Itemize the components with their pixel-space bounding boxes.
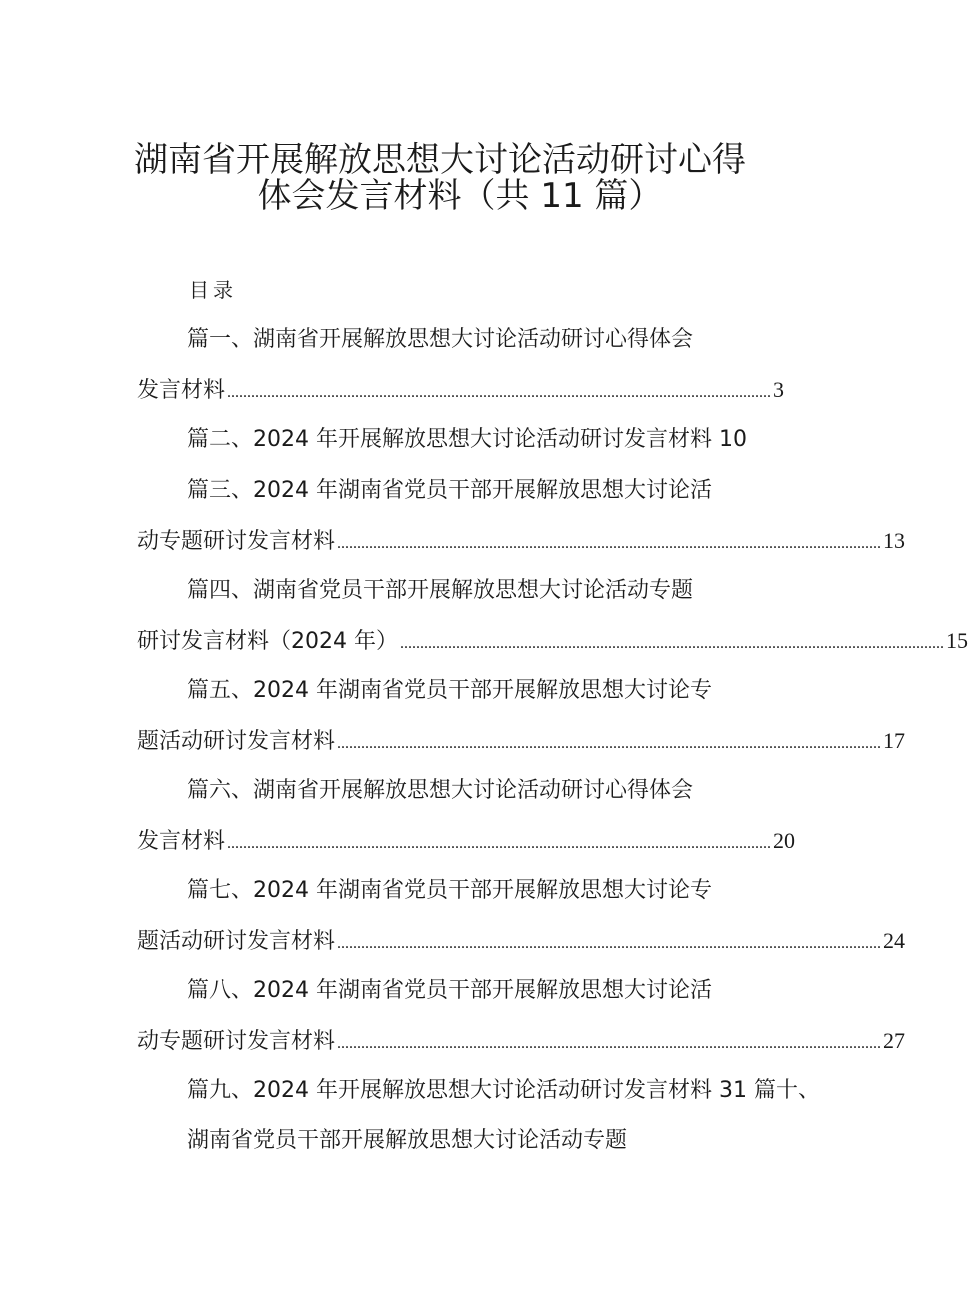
toc-entry-9: 篇九、2024 年开展解放思想大讨论活动研讨发言材料 31 篇十、 (187, 1078, 820, 1103)
toc-entry-1-page: 3 (773, 377, 785, 402)
toc-entry-6-text: 发言材料 (137, 829, 226, 854)
toc-leader-dots: ........................................................................................................................................ (337, 735, 882, 752)
toc-leader-dots: ........................................................................................................................................ (337, 1035, 882, 1052)
toc-entry-3-line-1: 篇三、2024 年湖南省党员干部开展解放思想大讨论活 (187, 478, 712, 503)
toc-leader-dots: ........................................................................................................................................ (227, 835, 772, 852)
toc-entry-1-line-2 (137, 375, 785, 408)
toc-entry-7-text: 题活动研讨发言材料 (137, 929, 336, 954)
toc-entry-1-text: 发言材料 (137, 378, 226, 403)
toc-entry-4-line-1: 篇四、湖南省党员干部开展解放思想大讨论活动专题 (187, 578, 694, 603)
toc-entry-3-text: 动专题研讨发言材料 (137, 529, 336, 554)
document-title-line-1: 湖南省开展解放思想大讨论活动研讨心得 (134, 140, 746, 180)
toc-entry-6-line-2 (137, 826, 796, 859)
toc-entry-3-page: 13 (883, 528, 906, 553)
toc-entry-8-line-2 (137, 1026, 906, 1059)
toc-entry-8-text: 动专题研讨发言材料 (137, 1029, 336, 1054)
toc-entry-8-page: 27 (883, 1028, 906, 1053)
toc-entry-4-text: 研讨发言材料（2024 年） (137, 629, 398, 654)
toc-entry-6-line-1: 篇六、湖南省开展解放思想大讨论活动研讨心得体会 (187, 778, 694, 803)
toc-leader-dots: ........................................................................................................................................ (399, 635, 944, 652)
toc-entry-5-line-1: 篇五、2024 年湖南省党员干部开展解放思想大讨论专 (187, 678, 712, 703)
toc-entry-3-line-2 (137, 526, 906, 559)
toc-leader-dots: ........................................................................................................................................ (337, 935, 882, 952)
toc-entry-5-text: 题活动研讨发言材料 (137, 729, 336, 754)
toc-entry-1-line-1: 篇一、湖南省开展解放思想大讨论活动研讨心得体会 (187, 327, 694, 352)
toc-entry-7-line-1: 篇七、2024 年湖南省党员干部开展解放思想大讨论专 (187, 878, 712, 903)
toc-entry-5-line-2 (137, 726, 906, 759)
toc-heading: 目录 (189, 278, 237, 302)
toc-entry-2: 篇二、2024 年开展解放思想大讨论活动研讨发言材料 10 (187, 427, 747, 452)
toc-entry-4-line-2 (137, 626, 968, 659)
toc-entry-5-page: 17 (883, 728, 906, 753)
document-title-line-2: 体会发言材料（共 11 篇） (257, 176, 663, 216)
toc-leader-dots: ........................................................................................................................................ (337, 535, 882, 552)
toc-entry-10: 湖南省党员干部开展解放思想大讨论活动专题 (187, 1128, 628, 1153)
toc-entry-4-page: 15 (945, 628, 968, 653)
toc-entry-7-line-2 (137, 926, 906, 959)
toc-entry-8-line-1: 篇八、2024 年湖南省党员干部开展解放思想大讨论活 (187, 978, 712, 1003)
toc-leader-dots: ........................................................................................................................................ (227, 384, 772, 401)
toc-entry-7-page: 24 (883, 928, 906, 953)
toc-entry-6-page: 20 (773, 828, 796, 853)
